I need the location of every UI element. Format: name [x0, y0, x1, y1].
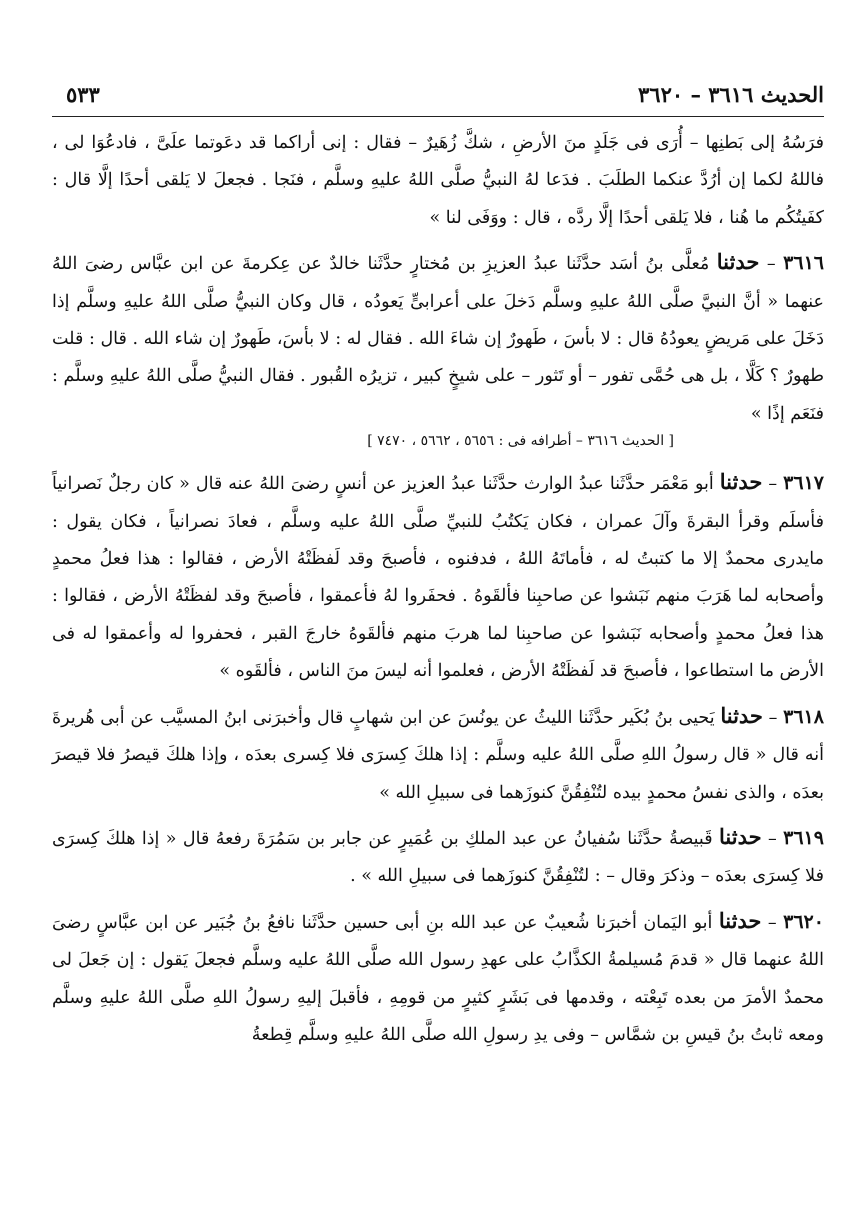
hadith-text: يَحيى بنُ بُكَير حدَّثَنا الليثُ عن يونُسَ عن ابن شهابٍ قال وأخبرَنى ابنُ المسيَّب عن أبى هُريرةَ أنه قال « قال رسولُ اللهِ صلَّى اللهُ عليه وسلَّم : إذا هلكَ كِسرَى فلا كِسرى بعدَه ، وإذا هلكَ قيصرُ فلا قيصرَ بعدَه ، والذى نفسُ محمدٍ بيده لتُنْفِقُنَّ كنوزَهما فى سبيلِ الله »	[52, 707, 824, 803]
page-number: ٥٣٣	[66, 82, 100, 107]
running-title: الحديث ٣٦١٦ – ٣٦٢٠	[638, 82, 824, 107]
book-page	[52, 78, 824, 1054]
hadith-text: مُعلَّى بنُ أسَد حدَّثَنا عبدُ العزيزِ بن مُختارٍ حدَّثَنا خالدٌ عن عِكرمةَ عن ابن عبَّاس رضىَ اللهُ عنهما « أنَّ النبيَّ صلَّى اللهُ عليهِ وسلَّم دَخلَ على أعرابىٍّ يَعودُه ، قال وكان النبيُّ صلَّى اللهُ عليهِ وسلَّم إذا دَخَلَ على مَريضٍ يعودُهُ قال : لا بأسَ ، طَهورٌ إن شاءَ الله . فقال له : لا بأسَ، طَهورٌ إن شاء الله . قال : قلت طهورٌ ؟ كَلَّا ، بل هى حُمَّى تفور – أو تَثور – على شيخٍ كبير ، تزيرُه القُبور . فقال النبيُّ صلَّى اللهُ عليهِ وسلَّم : فنَعَم إذًا »	[52, 254, 824, 424]
hadith-opening-word: حدثنا	[716, 249, 760, 275]
hadith-number: ٣٦١٧	[783, 472, 824, 495]
intro-paragraph: فرَسُهُ إلى بَطنِها – أُرَى فى جَلَدٍ منَ الأرضِ ، شكَّ زُهَيرٌ – فقال : إنى أراكما قد دعَوتما علَىَّ ، فادعُوَا لى ، فاللهُ لكما إن أرُدَّ عنكما الطلَبَ . فدَعا لهُ النبيُّ صلَّى اللهُ عليهِ وسلَّم ، فنَجا . فجعلَ لا يَلقى أحدًا إلَّا قال : كفَيتُكُم ما هُنا ، فلا يَلقى أحدًا إلَّا ردَّه ، قال : ووَفَى لنا »	[52, 133, 824, 228]
hadith-text: قَبيصةُ حدَّثَنا سُفيانُ عن عبد الملكِ بن عُمَيرٍ عن جابر بن سَمُرَةَ رفعهُ قال « إذا هلكَ كِسرَى فلا كِسرَى بعدَه – وذكرَ وقال – : لتُنْفِقُنَّ كنوزَهما فى سبيلِ الله » .	[52, 828, 824, 887]
hadith-number: ٣٦١٦	[783, 252, 824, 275]
page-header	[52, 78, 824, 117]
hadith-3617: ٣٦١٧ – حدثنا أبو مَعْمَر حدَّثَنا عبدُ الوارث حدَّثَنا عبدُ العزيز عن أنسٍ رضىَ اللهُ عنه قال « كان رجلٌ نَصرانياً فأسلَم وقرأ البقرةَ وآلَ عمران ، فكان يَكتُبُ للنبيِّ صلَّى اللهُ عليه وسلَّم ، فعادَ نصرانياً ، فكان يقول : مايدرى محمدٌ إلا ما كتبتُ له ، فأماتَهُ اللهُ ، فدفنوه ، فأصبحَ وقد لَفظَتْهُ الأرض ، فقالوا : هذا فعلُ محمدٍ وأصحابه لما هَرَبَ منهم نَبَشوا عن صاحبِنا فألقَوهُ . فحفَروا لهُ فأعمقوا ، فأصبحَ وقد لفظَتْهُ الأرض ، فقالوا : هذا فعلُ محمدٍ وأصحابه نَبَشوا عن صاحبِنا لما هربَ منهم فألقَوهُ خارجَ القبر ، فحفروا له وأعمقوا له فى الأرض ما استطاعوا ، فأصبحَ قد لَفظَتْهُ الأرض ، فعلموا أنه ليسَ منَ الناس ، فألقَوه »	[52, 469, 824, 682]
hadith-3620: ٣٦٢٠ – حدثنا أبو اليَمان أخبرَنا شُعيبٌ عن عبد الله بنِ أبى حسين حدَّثَنا نافعُ بنُ جُبَير عن ابن عبَّاسٍ رضىَ اللهُ عنهما قال « قدمَ مُسيلمةُ الكذَّابُ على عهدِ رسول الله صلَّى اللهُ عليه وسلَّم فجعلَ يَقول : إن جَعلَ لى محمدٌ الأمرَ من بعده تَبِعْته ، وقدمها فى بَشَرٍ كثيرٍ من قومِهِ ، فأقبلَ إليهِ رسولُ اللهِ صلَّى اللهُ عليهِ وسلَّم ومعه ثابتُ بنُ قيسِ بن شمَّاس – وفى يدِ رسولِ الله صلَّى اللهُ عليهِ وسلَّم قِطعةُ	[52, 907, 824, 1045]
hadith-opening-word: حدثنا	[718, 907, 762, 933]
hadith-3619: ٣٦١٩ – حدثنا قَبيصةُ حدَّثَنا سُفيانُ عن عبد الملكِ بن عُمَيرٍ عن جابر بن سَمُرَةَ رفعهُ قال « إذا هلكَ كِسرَى فلا كِسرَى بعدَه – وذكرَ وقال – : لتُنْفِقُنَّ كنوزَهما فى سبيلِ الله » .	[52, 823, 824, 887]
hadith-opening-word: حدثنا	[718, 823, 762, 849]
hadith-text: أبو مَعْمَر حدَّثَنا عبدُ الوارث حدَّثَنا عبدُ العزيز عن أنسٍ رضىَ اللهُ عنه قال « كان رجلٌ نَصرانياً فأسلَم وقرأ البقرةَ وآلَ عمران ، فكان يَكتُبُ للنبيِّ صلَّى اللهُ عليه وسلَّم ، فعادَ نصرانياً ، فكان يقول : مايدرى محمدٌ إلا ما كتبتُ له ، فأماتَهُ اللهُ ، فدفنوه ، فأصبحَ وقد لَفظَتْهُ الأرض ، فقالوا : هذا فعلُ محمدٍ وأصحابه لما هَرَبَ منهم نَبَشوا عن صاحبِنا فألقَوهُ . فحفَروا لهُ فأعمقوا ، فأصبحَ وقد لفظَتْهُ الأرض ، فقالوا : هذا فعلُ محمدٍ وأصحابه نَبَشوا عن صاحبِنا لما هربَ منهم فألقَوهُ خارجَ القبر ، فحفروا له وأعمقوا له فى الأرض ما استطاعوا ، فأصبحَ قد لَفظَتْهُ الأرض ، فعلموا أنه ليسَ منَ الناس ، فألقَوه »	[52, 474, 824, 682]
hadith-3618: ٣٦١٨ – حدثنا يَحيى بنُ بُكَير حدَّثَنا الليثُ عن يونُسَ عن ابن شهابٍ قال وأخبرَنى ابنُ المسيَّب عن أبى هُريرةَ أنه قال « قال رسولُ اللهِ صلَّى اللهُ عليه وسلَّم : إذا هلكَ كِسرَى فلا كِسرى بعدَه ، وإذا هلكَ قيصرُ فلا قيصرَ بعدَه ، والذى نفسُ محمدٍ بيده لتُنْفِقُنَّ كنوزَهما فى سبيلِ الله »	[52, 702, 824, 803]
hadith-number: ٣٦١٩	[783, 826, 824, 849]
hadith-text: أبو اليَمان أخبرَنا شُعيبٌ عن عبد الله بنِ أبى حسين حدَّثَنا نافعُ بنُ جُبَير عن ابن عبَّاسٍ رضىَ اللهُ عنهما قال « قدمَ مُسيلمةُ الكذَّابُ على عهدِ رسول الله صلَّى اللهُ عليه وسلَّم فجعلَ يَقول : إن جَعلَ لى محمدٌ الأمرَ من بعده تَبِعْته ، وقدمها فى بَشَرٍ كثيرٍ من قومِهِ ، فأقبلَ إليهِ رسولُ اللهِ صلَّى اللهُ عليهِ وسلَّم ومعه ثابتُ بنُ قيسِ بن شمَّاس – وفى يدِ رسولِ الله صلَّى اللهُ عليهِ وسلَّم قِطعةُ	[52, 912, 824, 1045]
hadith-opening-word: حدثنا	[719, 469, 763, 495]
page-content	[52, 125, 824, 1054]
hadith-opening-word: حدثنا	[720, 702, 763, 728]
hadith-number: ٣٦١٨	[783, 705, 824, 728]
hadith-number: ٣٦٢٠	[783, 910, 824, 933]
hadith-references: [ الحديث ٣٦١٦ – أطرافه فى : ٥٦٥٦ ، ٥٦٦٢ ، ٧٤٧٠ ]	[367, 433, 674, 450]
hadith-3616: ٣٦١٦ – حدثنا مُعلَّى بنُ أسَد حدَّثَنا عبدُ العزيزِ بن مُختارٍ حدَّثَنا خالدٌ عن عِكرمةَ عن ابن عبَّاس رضىَ اللهُ عنهما « أنَّ النبيَّ صلَّى اللهُ عليهِ وسلَّم دَخلَ على أعرابىٍّ يَعودُه ، قال وكان النبيُّ صلَّى اللهُ عليهِ وسلَّم إذا دَخَلَ على مَريضٍ يعودُهُ قال : لا بأسَ ، طَهورٌ إن شاءَ الله . فقال له : لا بأسَ، طَهورٌ إن شاء الله . قال : قلت طهورٌ ؟ كَلَّا ، بل هى حُمَّى تفور – أو تَثور – على شيخٍ كبير ، تزيرُه القُبور . فقال النبيُّ صلَّى اللهُ عليهِ وسلَّم : فنَعَم إذًا »	[52, 249, 824, 424]
